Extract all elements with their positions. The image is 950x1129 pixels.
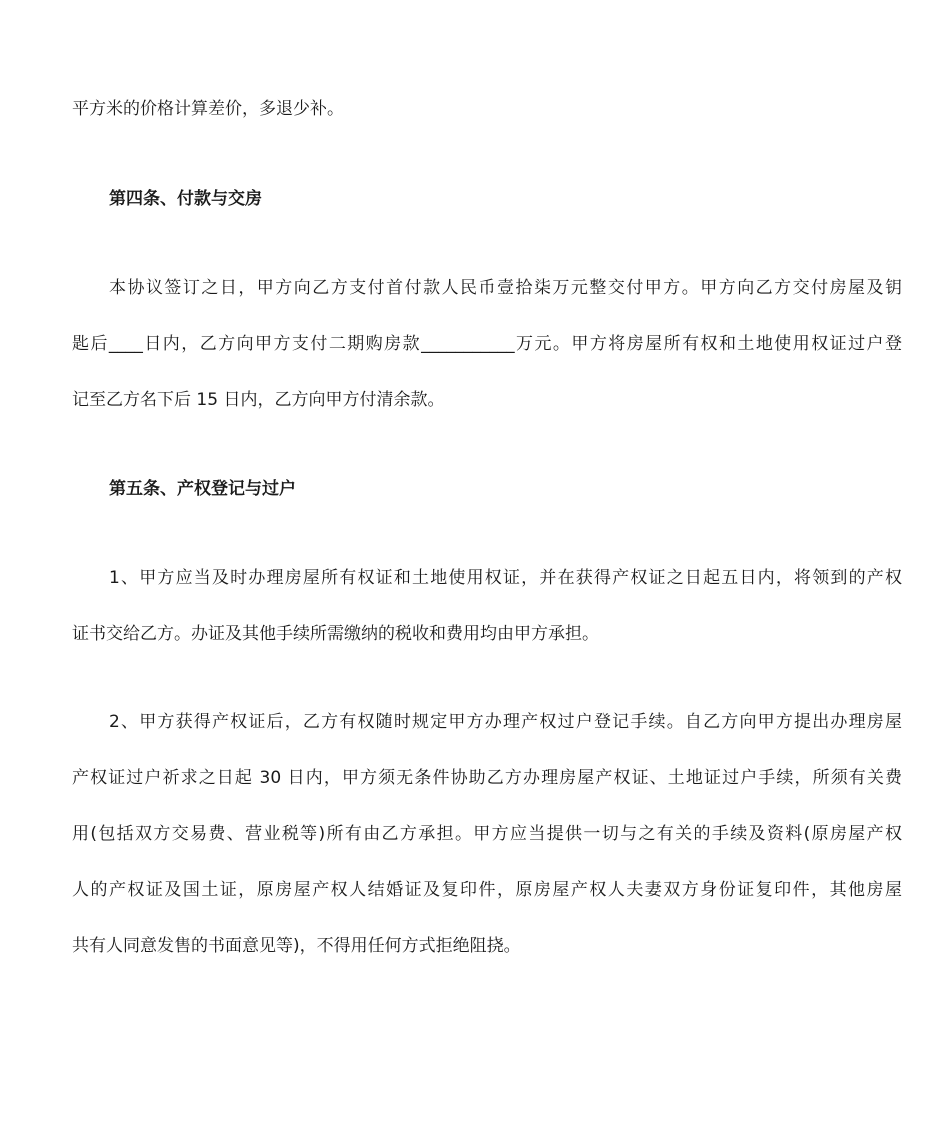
continuation-text: 平方米的价格计算差价，多退少补。 xyxy=(72,99,344,119)
article5-heading: 第五条、产权登记与过户 xyxy=(109,479,296,499)
article4-heading: 第四条、付款与交房 xyxy=(109,189,262,209)
article5-item2-line-5: 共有人同意发售的书面意见等)，不得用任何方式拒绝阻挠。 xyxy=(72,936,521,956)
article5-item2-line-1: 2、甲方获得产权证后，乙方有权随时规定甲方办理产权过户登记手续。自乙方向甲方提出办理房屋 xyxy=(109,712,902,732)
article4-line-3: 记至乙方名下后 15 日内，乙方向甲方付清余款。 xyxy=(72,390,445,410)
article4-line-1: 本协议签订之日，甲方向乙方支付首付款人民币壹拾柒万元整交付甲方。甲方向乙方交付房屋及钥 xyxy=(109,278,902,298)
article5-item2-line-3: 用(包括双方交易费、营业税等)所有由乙方承担。甲方应当提供一切与之有关的手续及资料(原房屋产权 xyxy=(72,824,902,844)
article5-item1-line-1: 1、甲方应当及时办理房屋所有权证和土地使用权证，并在获得产权证之日起五日内，将领到的产权 xyxy=(109,568,902,588)
article5-item2-line-2: 产权证过户祈求之日起 30 日内，甲方须无条件协助乙方办理房屋产权证、土地证过户手续，所须有关费 xyxy=(72,768,902,788)
article4-line-2: 匙后____日内，乙方向甲方支付二期购房款___________万元。甲方将房屋所有权和土地使用权证过户登 xyxy=(72,334,902,354)
article5-item2-line-4: 人的产权证及国土证，原房屋产权人结婚证及复印件，原房屋产权人夫妻双方身份证复印件，其他房屋 xyxy=(72,880,902,900)
article5-item1-line-2: 证书交给乙方。办证及其他手续所需缴纳的税收和费用均由甲方承担。 xyxy=(72,624,599,644)
